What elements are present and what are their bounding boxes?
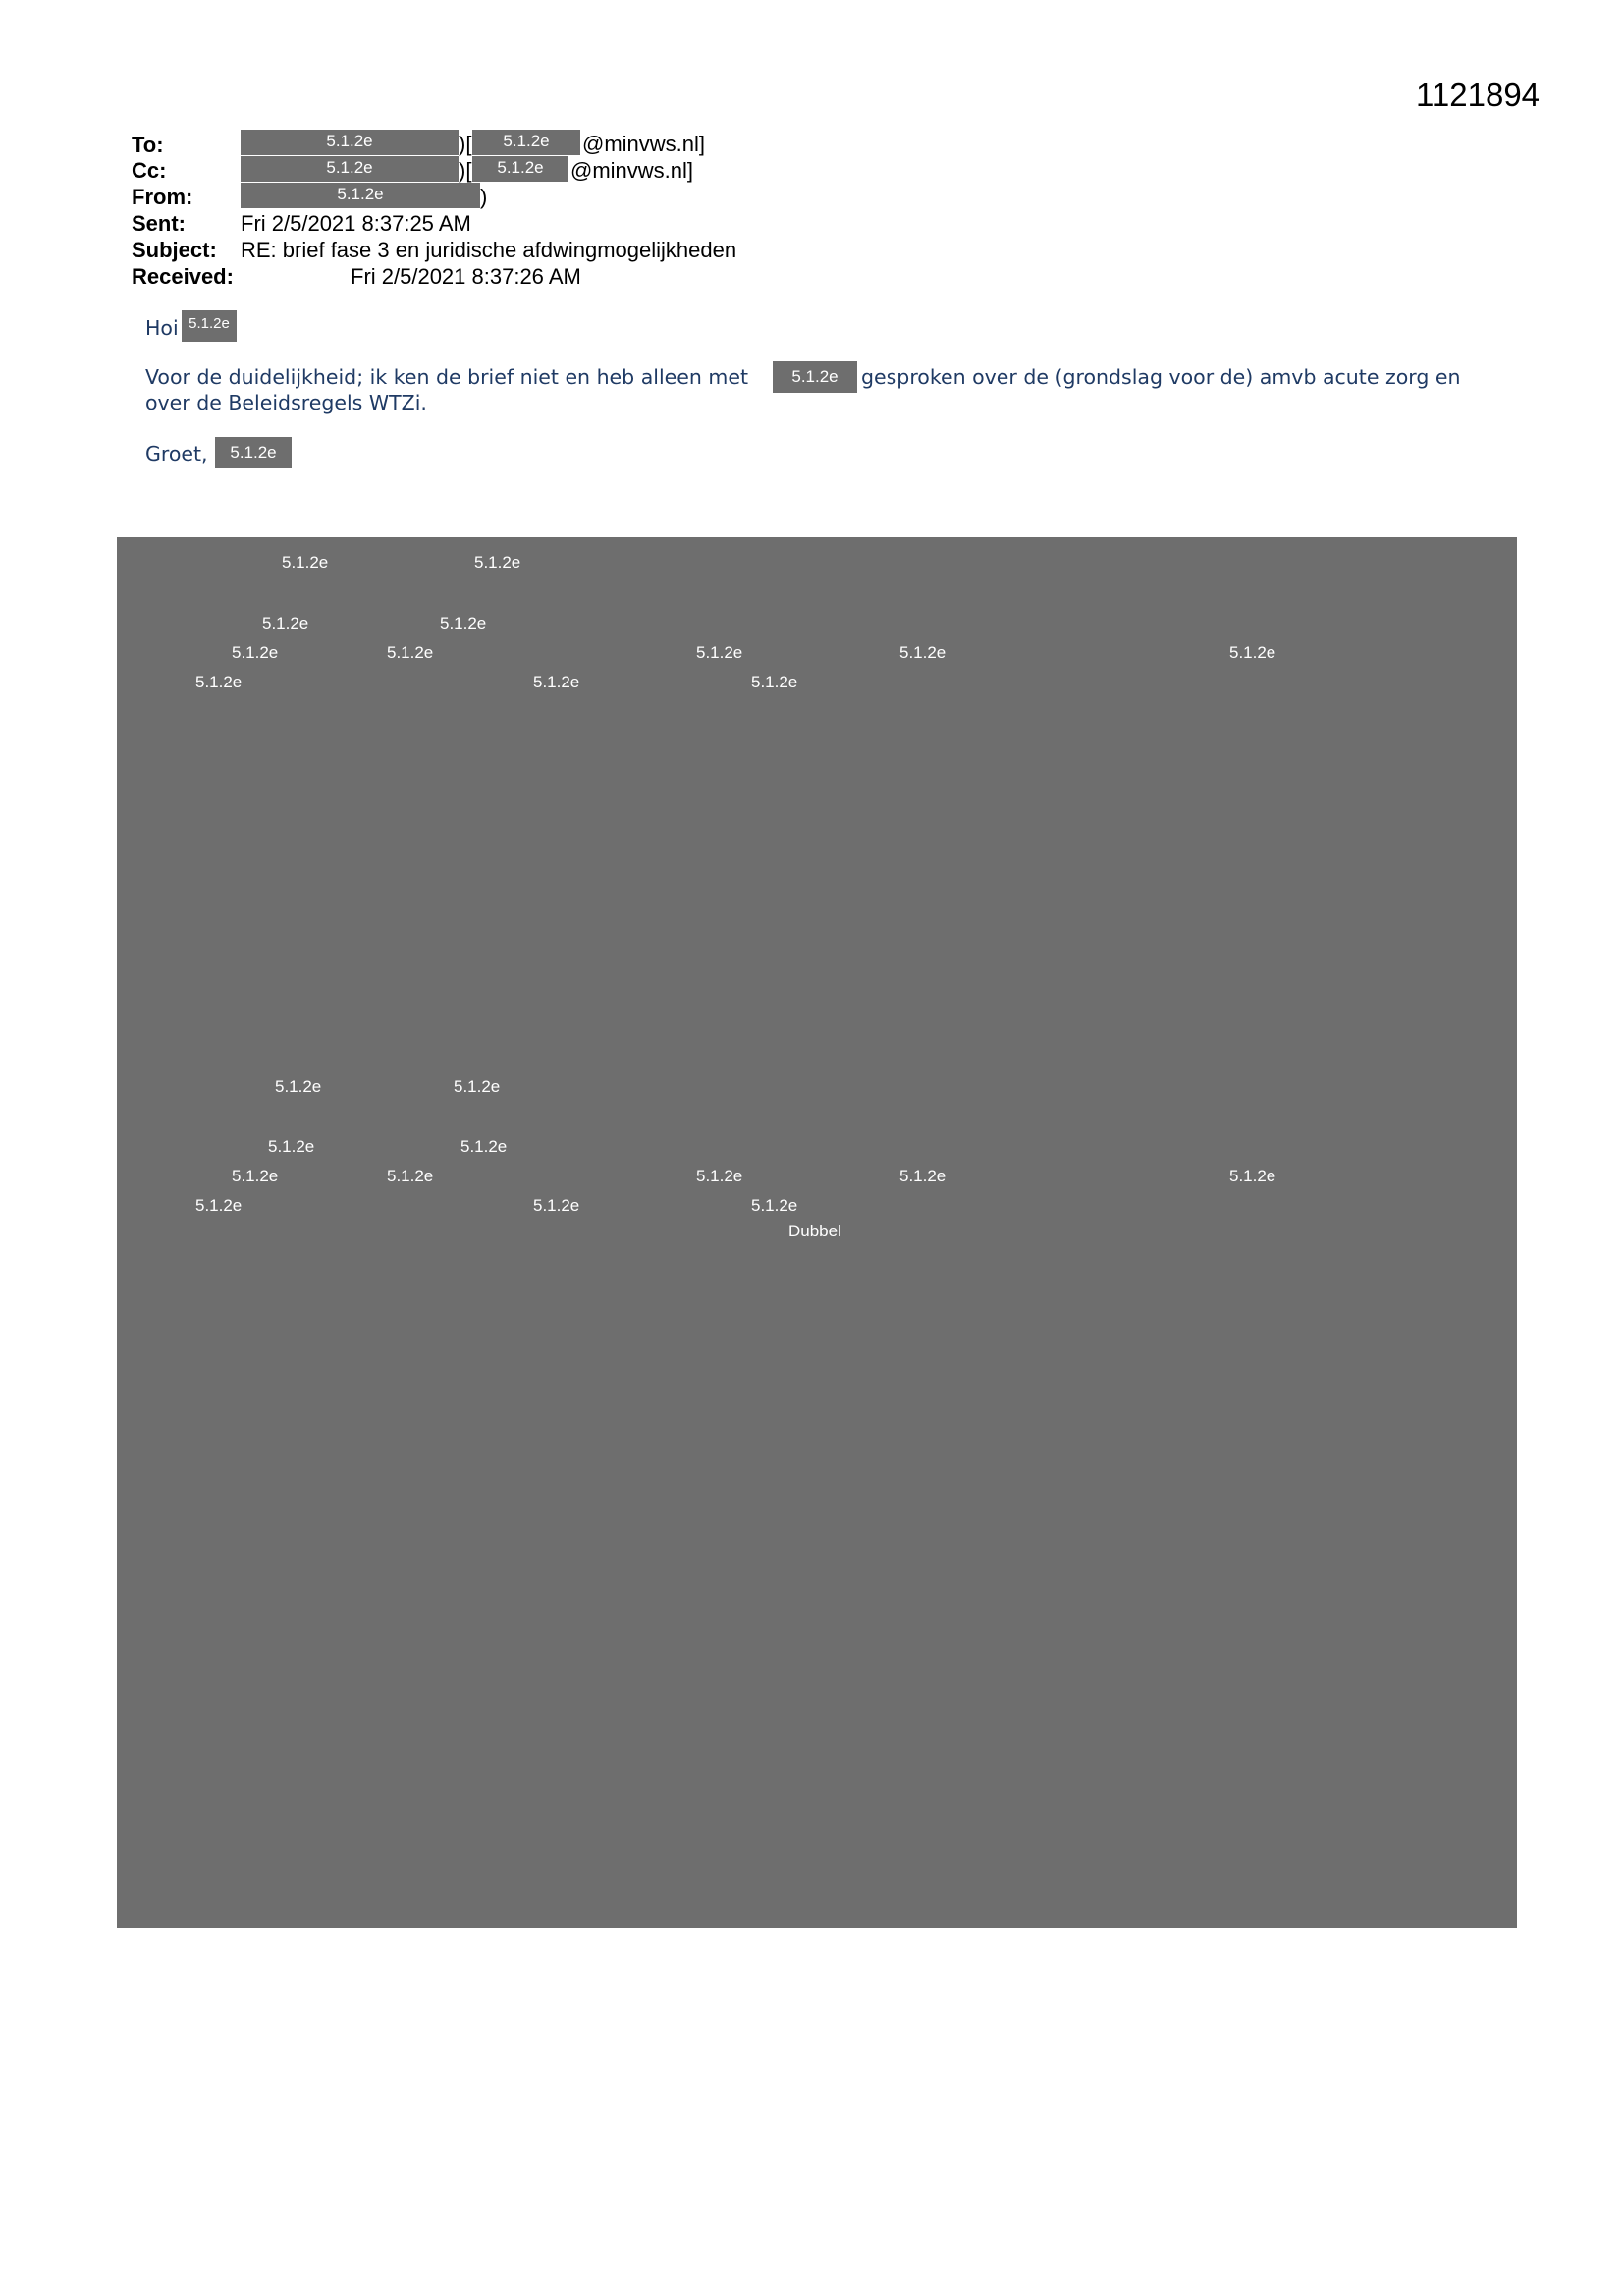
to-label: To: <box>132 133 164 157</box>
redaction-code-label: 5.1.2e <box>282 553 329 572</box>
greeting-name-redaction: 5.1.2e <box>182 310 237 342</box>
cc-bracket: )[ <box>459 158 472 183</box>
to-email-domain: @minvws.nl] <box>582 132 706 156</box>
body-line-1-end: gesproken over de (grondslag voor de) amvb acute zorg en <box>861 365 1461 389</box>
redaction-code-label: 5.1.2e <box>275 1077 322 1096</box>
to-name-redaction: 5.1.2e <box>241 130 459 155</box>
to-email-redaction: 5.1.2e <box>472 130 580 155</box>
from-name-redaction: 5.1.2e <box>241 183 480 208</box>
redaction-code-label: 5.1.2e <box>232 643 279 662</box>
body-line-1-start: Voor de duidelijkheid; ik ken de brief niet en heb alleen met <box>145 365 749 389</box>
received-label: Received: <box>132 264 234 289</box>
redaction-code-label: 5.1.2e <box>899 643 947 662</box>
sent-value: Fri 2/5/2021 8:37:25 AM <box>241 211 471 236</box>
redaction-code-label: 5.1.2e <box>387 1167 434 1185</box>
subject-label: Subject: <box>132 238 217 262</box>
document-number: 1121894 <box>1416 77 1541 113</box>
redaction-code-label: 5.1.2e <box>387 643 434 662</box>
redaction-code-label: 5.1.2e <box>1229 643 1276 662</box>
redaction-code-label: 5.1.2e <box>195 673 243 691</box>
redaction-code-label: 5.1.2e <box>232 1167 279 1185</box>
body-line-2: over de Beleidsregels WTZi. <box>145 391 427 414</box>
cc-label: Cc: <box>132 158 167 183</box>
cc-email-domain: @minvws.nl] <box>570 158 694 183</box>
cc-name-redaction: 5.1.2e <box>241 156 459 182</box>
redaction-code-label: 5.1.2e <box>696 643 743 662</box>
redaction-code-label: 5.1.2e <box>474 553 521 572</box>
redacted-content-block <box>117 537 1517 1928</box>
body-name-redaction: 5.1.2e <box>773 361 857 393</box>
redaction-code-label: 5.1.2e <box>696 1167 743 1185</box>
redaction-code-label: 5.1.2e <box>460 1137 508 1156</box>
redaction-code-label: 5.1.2e <box>268 1137 315 1156</box>
from-label: From: <box>132 185 193 209</box>
redaction-code-label: 5.1.2e <box>533 673 580 691</box>
to-bracket: )[ <box>459 132 472 156</box>
redaction-code-label: 5.1.2e <box>533 1196 580 1215</box>
closing: Groet, <box>145 442 208 465</box>
sent-label: Sent: <box>132 211 186 236</box>
redaction-code-label: 5.1.2e <box>195 1196 243 1215</box>
redaction-code-label: 5.1.2e <box>1229 1167 1276 1185</box>
subject-value: RE: brief fase 3 en juridische afdwingmogelijkheden <box>241 238 737 262</box>
redaction-code-label: 5.1.2e <box>262 614 309 632</box>
greeting: Hoi <box>145 316 179 340</box>
duplicate-label: Dubbel <box>788 1222 841 1240</box>
cc-email-redaction: 5.1.2e <box>472 156 568 182</box>
redaction-code-label: 5.1.2e <box>440 614 487 632</box>
redaction-code-label: 5.1.2e <box>751 673 798 691</box>
redaction-code-label: 5.1.2e <box>454 1077 501 1096</box>
from-suffix: ) <box>480 185 488 209</box>
redaction-code-label: 5.1.2e <box>751 1196 798 1215</box>
signature-redaction: 5.1.2e <box>215 437 292 468</box>
received-value: Fri 2/5/2021 8:37:26 AM <box>351 264 581 289</box>
redaction-code-label: 5.1.2e <box>899 1167 947 1185</box>
